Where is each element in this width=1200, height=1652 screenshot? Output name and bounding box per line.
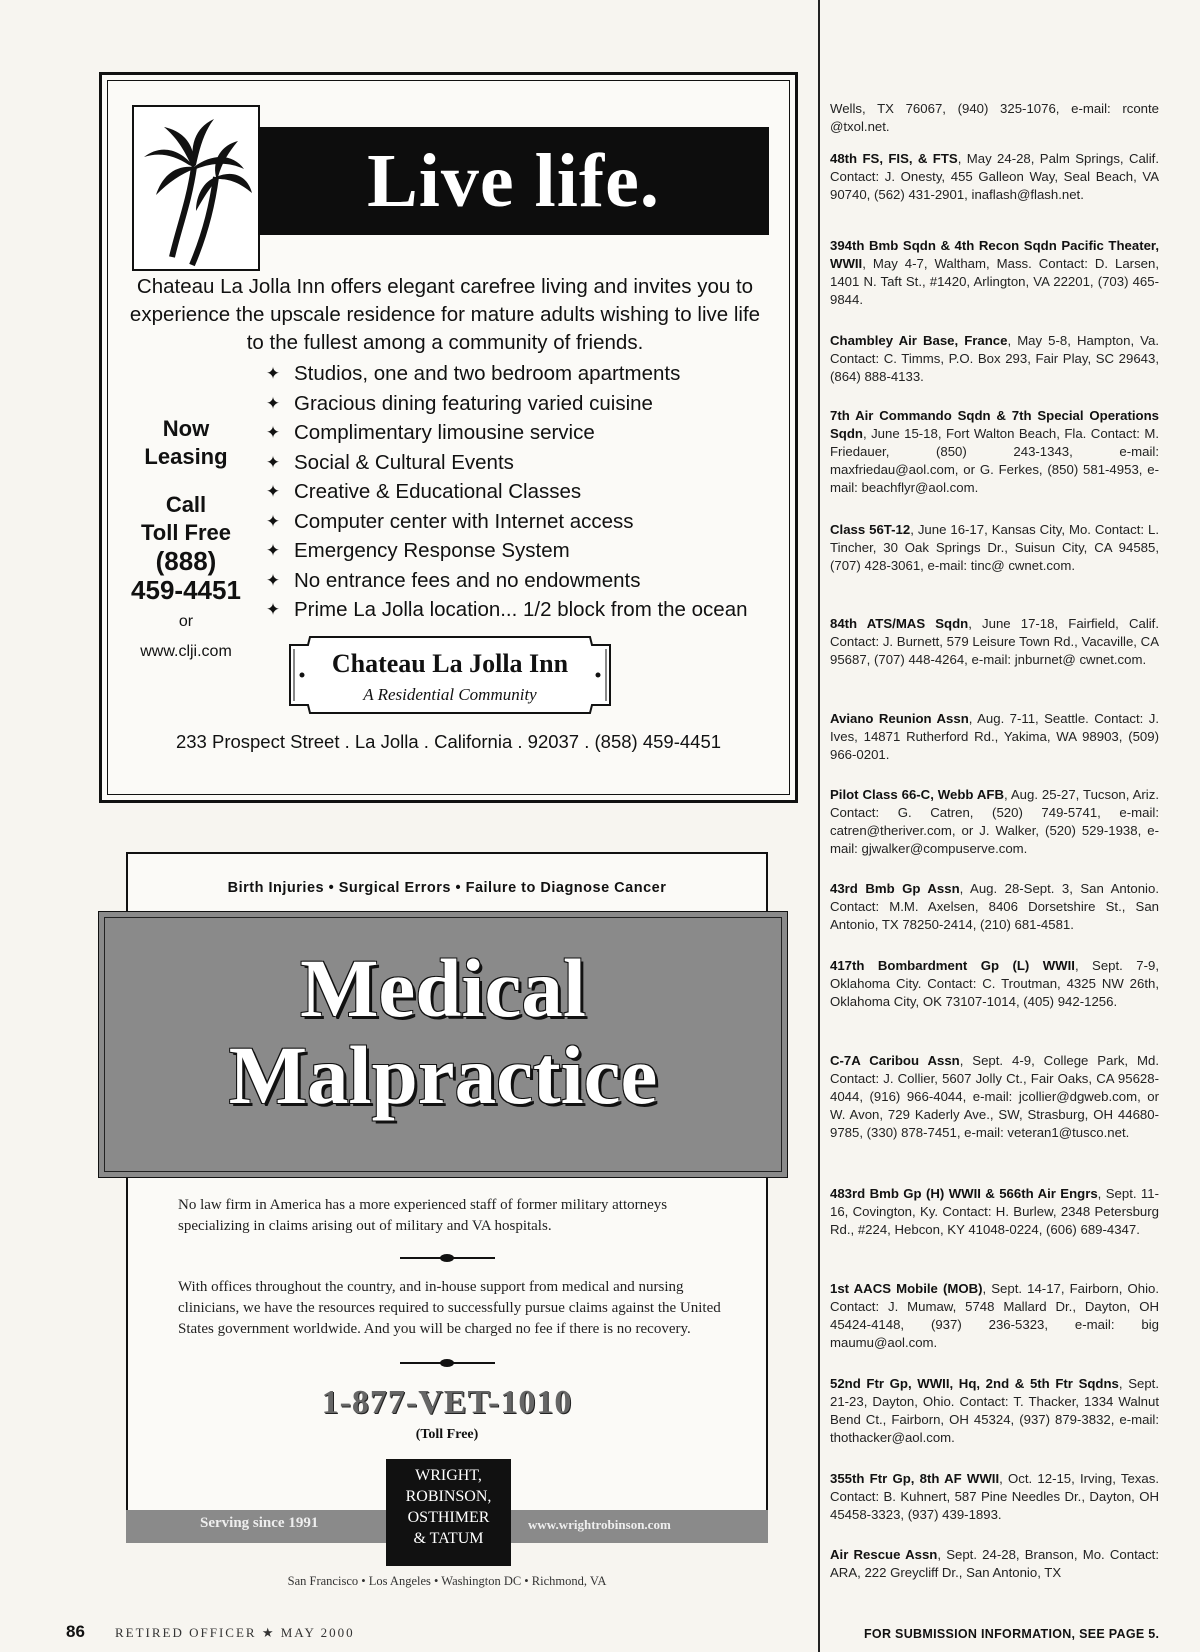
- palm-tree-icon: [132, 105, 260, 271]
- chateau-ad: [99, 72, 798, 803]
- star-bullet-icon: ✦: [265, 452, 281, 472]
- feature-list: [252, 359, 752, 625]
- serving-since: Serving since 1991: [200, 1515, 319, 1531]
- list-item: Wells, TX 76067, (940) 325-1076, e-mail: rconte @txol.net.: [830, 101, 1159, 134]
- star-bullet-icon: ✦: [265, 570, 281, 590]
- list-item: 394th Bmb Sqdn & 4th Recon Sqdn Pacific Theater, WWII, May 4-7, Waltham, Mass. Contact: D. Larsen, 1401 N. Taft St., #1420, Arlington, VA 22201, (703) 465-9844.: [830, 238, 1159, 307]
- list-item: 483rd Bmb Gp (H) WWII & 566th Air Engrs, Sept. 11-16, Covington, Ky. Contact: H. Burlew, 2348 Petersburg Rd., #224, Hebcon, KY 41048-0224, (606) 689-4347.: [830, 1186, 1159, 1237]
- list-item: ✦ No entrance fees and no endowments: [252, 566, 752, 596]
- list-item: ✦ Studios, one and two bedroom apartments: [252, 359, 752, 389]
- page-number: 86: [66, 1622, 85, 1641]
- chateau-intro: Chateau La Jolla Inn offers elegant carefree living and invites you to experience the upscale residence for mature adults wishing to live life to the fullest among a community of friends.: [129, 275, 761, 354]
- list-item: 355th Ftr Gp, 8th AF WWII, Oct. 12-15, Irving, Texas. Contact: B. Kuhnert, 587 Pine Needles Dr., Dayton, OH 45458-3323, (937) 439-1893.: [830, 1471, 1159, 1522]
- list-item: ✦ Creative & Educational Classes: [252, 477, 752, 507]
- toll-free-note: (Toll Free): [415, 1427, 479, 1442]
- list-item: Aviano Reunion Assn, Aug. 7-11, Seattle. Contact: J. Ives, 14871 Rutherford Rd., Yakima, WA 98903, (509) 966-0201.: [830, 711, 1159, 762]
- call-label: Call: [165, 492, 207, 517]
- list-item: ✦ Gracious dining featuring varied cuisine: [252, 389, 752, 419]
- list-item: Air Rescue Assn, Sept. 24-28, Branson, Mo. Contact: ARA, 222 Greycliff Dr., San Antonio, TX: [830, 1547, 1159, 1580]
- malpractice-ad-top-border: [126, 852, 768, 854]
- star-bullet-icon: ✦: [265, 364, 281, 383]
- list-item: ✦ Emergency Response System: [252, 536, 752, 566]
- malpractice-title-band: [98, 911, 788, 1178]
- star-bullet-icon: ✦: [265, 423, 281, 442]
- now-label: Now: [162, 416, 210, 441]
- malpractice-paragraph-1: No law firm in America has a more experienced staff of former military attorneys specializing in claims arising out of military and VA hospitals.: [178, 1197, 668, 1234]
- toll-free-label: Toll Free: [140, 520, 232, 545]
- list-item: 43rd Bmb Gp Assn, Aug. 28-Sept. 3, San Antonio. Contact: M.M. Axelsen, 8406 Dorsetshire St., San Antonio, TX 78250-2414, (210) 681-4581.: [830, 881, 1159, 932]
- list-item: 84th ATS/MAS Sqdn, June 17-18, Fairfield, Calif. Contact: J. Burnett, 579 Leisure Town Rd., Vacaville, CA 95687, (707) 448-4264, e-mail: jnburnet@ cwnet.com.: [830, 616, 1160, 667]
- or-label: or: [178, 613, 194, 630]
- column-divider: [818, 0, 820, 1652]
- firm-logo-box: [386, 1459, 511, 1566]
- list-item: 7th Air Commando Sqdn & 7th Special Operations Sqdn, June 15-18, Fort Walton Beach, Fla. Contact: M. Friedauer, (850) 243-1343, e-mail: maxfriedau@aol.com, or G. Ferkes, (850) 581-4953, e-mail: beachflyr@aol.com.: [830, 408, 1159, 495]
- malpractice-tagline: Birth Injuries • Surgical Errors • Failure to Diagnose Cancer: [227, 880, 667, 896]
- star-bullet-icon: ✦: [265, 482, 281, 501]
- leasing-callout: [120, 415, 252, 665]
- office-cities: San Francisco • Los Angeles • Washington DC • Richmond, VA: [287, 1574, 607, 1588]
- list-item: ✦ Prime La Jolla location... 1/2 block from the ocean: [252, 595, 752, 625]
- list-item: 52nd Ftr Gp, WWII, Hq, 2nd & 5th Ftr Sqdns, Sept. 21-23, Dayton, Ohio. Contact: T. Thacker, 1334 Walnut Bend Ct., Fairborn, OH 45324, (937) 879-3832, e-mail: thothacker@aol.com.: [830, 1376, 1159, 1445]
- title-line-1: Medical: [300, 942, 586, 1034]
- list-item: Pilot Class 66-C, Webb AFB, Aug. 25-27, Tucson, Ariz. Contact: G. Catren, (520) 749-5741, e-mail: catren@theriver.com, or J. Walker, (520) 529-1938, e-mail: gjwalker@compuserve.com.: [830, 787, 1159, 856]
- chateau-address: 233 Prospect Street . La Jolla . California . 92037 . (858) 459-4451: [175, 731, 722, 752]
- firm-name-line: WRIGHT,: [415, 1467, 482, 1484]
- list-item: ✦ Computer center with Internet access: [252, 507, 752, 537]
- firm-name-line: & TATUM: [413, 1530, 484, 1547]
- list-item: ✦ Complimentary limousine service: [252, 418, 752, 448]
- phone-area-code: (888): [155, 546, 217, 576]
- ornament-divider: [400, 1257, 495, 1259]
- headline: Live life.: [258, 127, 769, 235]
- firm-website-link[interactable]: www.wrightrobinson.com: [528, 1517, 671, 1532]
- star-bullet-icon: ✦: [265, 393, 281, 413]
- title-line-2: Malpractice: [228, 1029, 658, 1121]
- star-bullet-icon: ✦: [265, 511, 281, 531]
- firm-name-line: OSTHIMER: [407, 1509, 490, 1526]
- chateau-logo-plaque: [280, 633, 620, 717]
- list-item: ✦ Social & Cultural Events: [252, 448, 752, 478]
- publication-line: RETIRED OFFICER ★ MAY 2000: [115, 1625, 355, 1640]
- star-bullet-icon: ✦: [265, 541, 281, 560]
- list-item: 417th Bombardment Gp (L) WWII, Sept. 7-9, Oklahoma City. Contact: C. Troutman, 4325 NW 26th, Oklahoma City, OK 73107-1014, (405) 942-1256.: [830, 958, 1159, 1009]
- list-item: 48th FS, FIS, & FTS, May 24-28, Palm Springs, Calif. Contact: J. Onesty, 455 Galleon Way, Seal Beach, VA 90740, (562) 431-2901, inaflash@flash.net.: [830, 151, 1159, 202]
- phone-number: 459-4451: [131, 575, 241, 605]
- list-item: C-7A Caribou Assn, Sept. 4-9, College Park, Md. Contact: J. Collier, 5607 Jolly Ct., Fair Oaks, CA 95628-4044, (916) 966-4044, e-mail: jcollier@dgweb.com, or W. Avon, 729 Kaderly Ave., SW, Strasburg, OH 44680-9785, (330) 878-7451, e-mail: veteran1@tusco.net.: [830, 1053, 1159, 1140]
- website-link[interactable]: www.clji.com: [140, 643, 232, 660]
- list-item: Class 56T-12, June 16-17, Kansas City, Mo. Contact: L. Tincher, 30 Oak Springs Dr., Suisun City, CA 94585, (707) 428-3061, e-mail: tinc@ cwnet.com.: [830, 522, 1159, 573]
- plaque-title: Chateau La Jolla Inn: [331, 649, 569, 678]
- star-bullet-icon: ✦: [265, 600, 281, 619]
- ornament-divider: [400, 1362, 495, 1364]
- firm-name-line: ROBINSON,: [405, 1488, 492, 1505]
- list-item: Chambley Air Base, France, May 5-8, Hampton, Va. Contact: C. Timms, P.O. Box 293, Fair Play, SC 29643, (864) 888-4133.: [830, 333, 1159, 384]
- malpractice-phone: 1-877-VET-1010: [321, 1384, 573, 1421]
- leasing-label: Leasing: [144, 444, 228, 469]
- list-item: 1st AACS Mobile (MOB), Sept. 14-17, Fairborn, Ohio. Contact: J. Mumaw, 5748 Mallard Dr., Dayton, OH 45424-4148, (937) 236-5323, e-mail: big maumu@aol.com.: [830, 1281, 1159, 1350]
- submission-note: FOR SUBMISSION INFORMATION, SEE PAGE 5.: [864, 1627, 1160, 1641]
- plaque-subtitle: A Residential Community: [363, 685, 537, 704]
- malpractice-paragraph-2: With offices throughout the country, and in-house support from medical and nursing clinicians, we have the resources required to successfully pursue claims against the United States government worldwide. And you will be charged no fee if there is no recovery.: [178, 1279, 721, 1337]
